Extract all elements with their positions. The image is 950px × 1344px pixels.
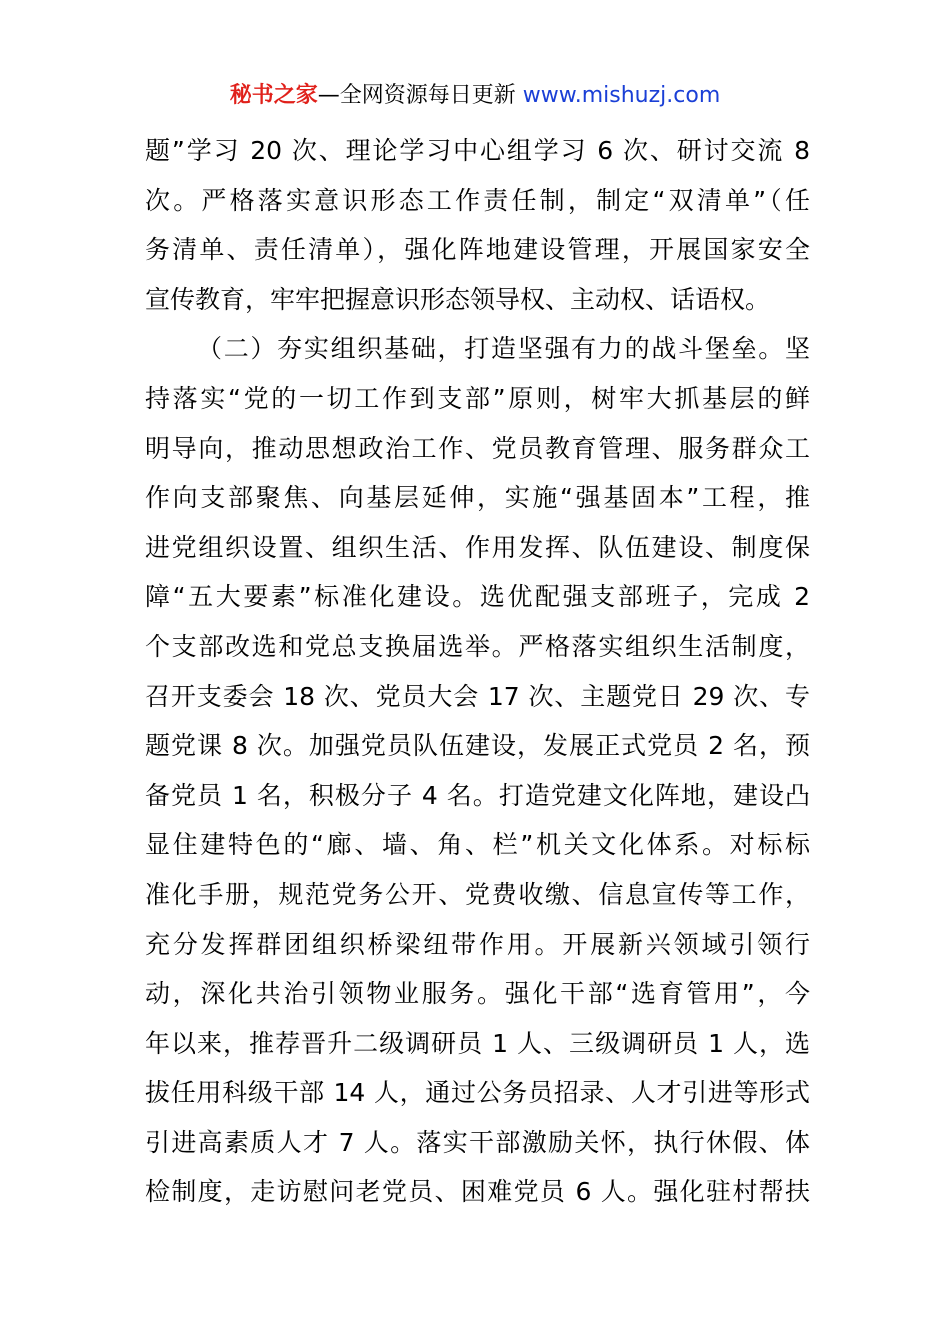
text-line: 持落实“党的一切工作到支部”原则，树牢大抓基层的鲜: [145, 383, 810, 413]
text-line: 进党组织设置、组织生活、作用发挥、队伍建设、制度保: [145, 532, 810, 562]
text-line: 障“五大要素”标准化建设。选优配强支部班子，完成 2: [145, 582, 810, 612]
text-line: 检制度，走访慰问老党员、困难党员 6 人。强化驻村帮扶: [145, 1177, 810, 1207]
text-line: 务清单、责任清单），强化阵地建设管理，开展国家安全: [145, 235, 810, 265]
text-line: 题党课 8 次。加强党员队伍建设，发展正式党员 2 名，预: [145, 731, 810, 761]
text-line: 次。严格落实意识形态工作责任制，制定“双清单”（任: [145, 185, 810, 215]
text-line: 作向支部聚焦、向基层延伸，实施“强基固本”工程，推: [145, 483, 810, 513]
text-line: 年以来，推荐晋升二级调研员 1 人、三级调研员 1 人，选: [145, 1028, 810, 1058]
section-heading-line: （二）夯实组织基础，打造坚强有力的战斗堡垒。坚: [197, 334, 810, 364]
text-line: 充分发挥群团组织桥梁纽带作用。开展新兴领域引领行: [145, 929, 810, 959]
site-url-link[interactable]: www.mishuzj.com: [522, 83, 721, 108]
brand-name: 秘书之家: [229, 83, 318, 108]
text-line: 引进高素质人才 7 人。落实干部激励关怀，执行休假、体: [145, 1127, 810, 1157]
text-line: 召开支委会 18 次、党员大会 17 次、主题党日 29 次、专: [145, 681, 810, 711]
text-line: 个支部改选和党总支换届选举。严格落实组织生活制度，: [145, 631, 810, 661]
text-line: 宣传教育，牢牢把握意识形态领导权、主动权、话语权。: [145, 284, 771, 314]
text-line: 拔任用科级干部 14 人，通过公务员招录、人才引进等形式: [145, 1078, 810, 1108]
document-body: [145, 126, 810, 1217]
text-line: 准化手册，规范党务公开、党费收缴、信息宣传等工作，: [145, 879, 810, 909]
text-line: 明导向，推动思想政治工作、党员教育管理、服务群众工: [145, 433, 810, 463]
header-tagline: —全网资源每日更新: [317, 83, 523, 108]
text-line: 题”学习 20 次、理论学习中心组学习 6 次、研讨交流 8: [145, 136, 810, 165]
text-line: 备党员 1 名，积极分子 4 名。打造党建文化阵地，建设凸: [145, 780, 810, 810]
text-line: 显住建特色的“廊、墙、角、栏”机关文化体系。对标标: [145, 830, 810, 860]
text-line: 动，深化共治引领物业服务。强化干部“选育管用”，今: [145, 979, 810, 1009]
page-header: [0, 80, 950, 112]
